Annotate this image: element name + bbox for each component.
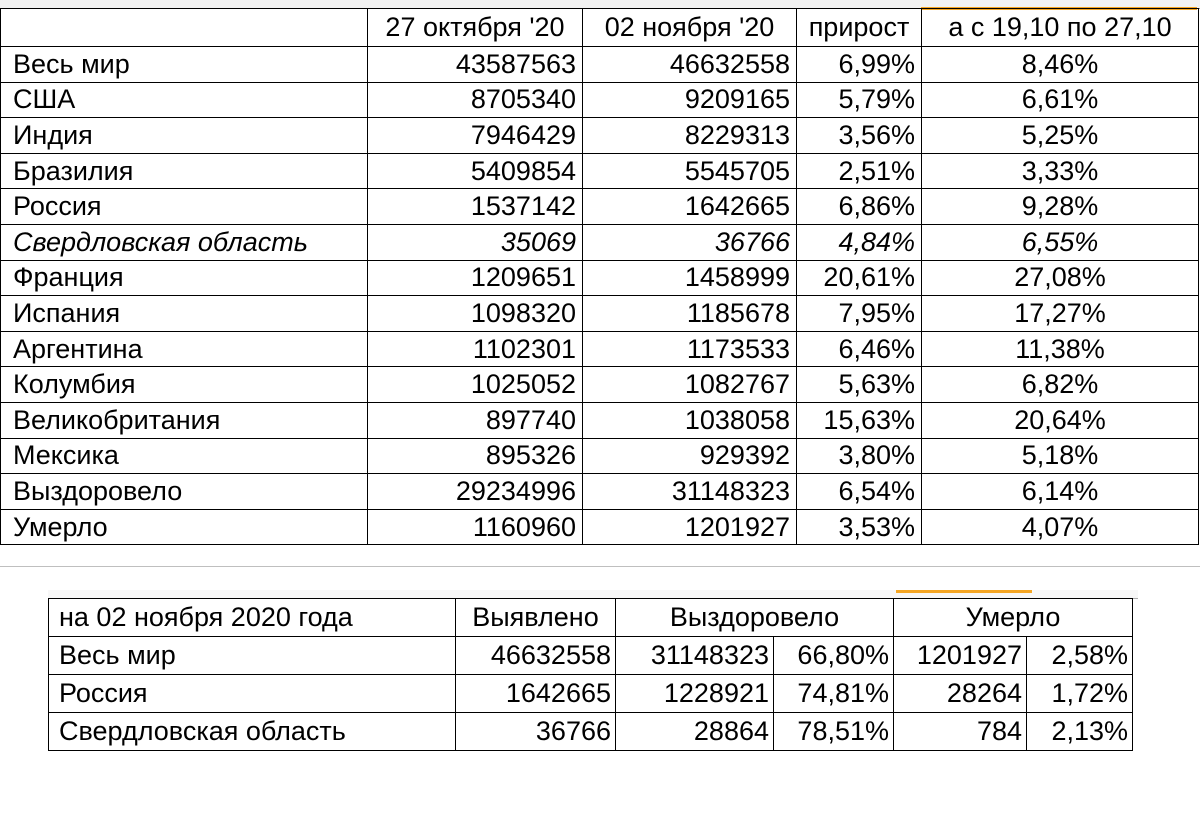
header-cell-nov02[interactable]: 02 ноября '20 (583, 9, 797, 47)
cell-nov02[interactable]: 1201927 (583, 509, 797, 545)
table-row (1, 296, 1199, 332)
table-row (49, 713, 1133, 751)
cell-detected[interactable]: 1642665 (456, 675, 616, 713)
selected-column-marker (896, 590, 1032, 593)
cell-name[interactable]: Весь мир (1, 47, 368, 83)
cell-died[interactable]: 1201927 (894, 637, 1027, 675)
table-row (49, 675, 1133, 713)
cell-growth[interactable]: 2,51% (797, 153, 922, 189)
cell-name[interactable]: Франция (1, 260, 368, 296)
cell-oct27[interactable]: 8705340 (368, 82, 583, 118)
header-cell-oct27[interactable]: 27 октября '20 (368, 9, 583, 47)
table-header-row (49, 599, 1133, 637)
cell-oct27[interactable]: 1098320 (368, 296, 583, 332)
cell-prev-period[interactable]: 6,61% (922, 82, 1199, 118)
cell-growth[interactable]: 6,46% (797, 331, 922, 367)
cell-name[interactable]: Бразилия (1, 153, 368, 189)
cell-growth[interactable]: 5,63% (797, 367, 922, 403)
cell-died-percent[interactable]: 2,13% (1027, 713, 1133, 751)
cell-nov02[interactable]: 36766 (583, 224, 797, 260)
cell-name[interactable]: Испания (1, 296, 368, 332)
spreadsheet-2 (48, 590, 1138, 746)
cell-name[interactable]: Мексика (1, 438, 368, 474)
cell-name[interactable]: Россия (49, 675, 456, 713)
cell-died-percent[interactable]: 1,72% (1027, 675, 1133, 713)
cell-oct27[interactable]: 29234996 (368, 474, 583, 510)
cell-recovered-percent[interactable]: 66,80% (774, 637, 894, 675)
cell-name[interactable]: Умерло (1, 509, 368, 545)
table-row (1, 474, 1199, 510)
cell-detected[interactable]: 36766 (456, 713, 616, 751)
cell-prev-period[interactable]: 6,14% (922, 474, 1199, 510)
cell-prev-period[interactable]: 5,25% (922, 118, 1199, 154)
cell-prev-period[interactable]: 3,33% (922, 153, 1199, 189)
cell-name[interactable]: Свердловская область (1, 224, 368, 260)
header-cell-died[interactable]: Умерло (894, 599, 1133, 637)
cell-recovered[interactable]: 28864 (616, 713, 774, 751)
cell-prev-period[interactable]: 5,18% (922, 438, 1199, 474)
cell-oct27[interactable]: 895326 (368, 438, 583, 474)
cell-growth[interactable]: 4,84% (797, 224, 922, 260)
cell-name[interactable]: Индия (1, 118, 368, 154)
cell-growth[interactable]: 3,56% (797, 118, 922, 154)
cell-prev-period[interactable]: 17,27% (922, 296, 1199, 332)
cell-growth[interactable]: 15,63% (797, 402, 922, 438)
table-header-row (1, 9, 1199, 47)
cell-nov02[interactable]: 31148323 (583, 474, 797, 510)
cell-prev-period[interactable]: 6,82% (922, 367, 1199, 403)
cell-growth[interactable]: 6,86% (797, 189, 922, 225)
cell-oct27[interactable]: 897740 (368, 402, 583, 438)
sheet-divider (0, 566, 1200, 567)
cell-recovered[interactable]: 1228921 (616, 675, 774, 713)
cell-growth[interactable]: 3,80% (797, 438, 922, 474)
cell-nov02[interactable]: 1458999 (583, 260, 797, 296)
cell-prev-period[interactable]: 6,55% (922, 224, 1199, 260)
cell-nov02[interactable]: 1038058 (583, 402, 797, 438)
table-row (1, 367, 1199, 403)
cell-prev-period[interactable]: 4,07% (922, 509, 1199, 545)
cell-nov02[interactable]: 1185678 (583, 296, 797, 332)
table-row (1, 260, 1199, 296)
header-cell-empty[interactable] (1, 9, 368, 47)
cell-growth[interactable]: 5,79% (797, 82, 922, 118)
cell-name[interactable]: Свердловская область (49, 713, 456, 751)
header-cell-prev-period[interactable]: а с 19,10 по 27,10 (922, 9, 1199, 47)
cell-name[interactable]: Выздоровело (1, 474, 368, 510)
cell-oct27[interactable]: 1102301 (368, 331, 583, 367)
cell-oct27[interactable]: 35069 (368, 224, 583, 260)
covid-summary-table (48, 598, 1133, 751)
table-row (1, 118, 1199, 154)
table-row (1, 331, 1199, 367)
cell-prev-period[interactable]: 11,38% (922, 331, 1199, 367)
cell-nov02[interactable]: 5545705 (583, 153, 797, 189)
cell-oct27[interactable]: 1209651 (368, 260, 583, 296)
cell-prev-period[interactable]: 9,28% (922, 189, 1199, 225)
header-cell-detected[interactable]: Выявлено (456, 599, 616, 637)
cell-oct27[interactable]: 1160960 (368, 509, 583, 545)
table-row (1, 82, 1199, 118)
covid-growth-table (0, 8, 1199, 545)
cell-prev-period[interactable]: 27,08% (922, 260, 1199, 296)
cell-name[interactable]: Россия (1, 189, 368, 225)
cell-name[interactable]: Весь мир (49, 637, 456, 675)
header-cell-growth[interactable]: прирост (797, 9, 922, 47)
cell-oct27[interactable]: 1537142 (368, 189, 583, 225)
cell-name[interactable]: Великобритания (1, 402, 368, 438)
cell-died-percent[interactable]: 2,58% (1027, 637, 1133, 675)
cell-growth[interactable]: 20,61% (797, 260, 922, 296)
cell-nov02[interactable]: 1082767 (583, 367, 797, 403)
cell-name[interactable]: США (1, 82, 368, 118)
cell-recovered-percent[interactable]: 78,51% (774, 713, 894, 751)
cell-name[interactable]: Аргентина (1, 331, 368, 367)
cell-oct27[interactable]: 7946429 (368, 118, 583, 154)
table-row (49, 637, 1133, 675)
header-cell-date[interactable]: на 02 ноября 2020 года (49, 599, 456, 637)
cell-nov02[interactable]: 46632558 (583, 47, 797, 83)
cell-nov02[interactable]: 929392 (583, 438, 797, 474)
table-row (1, 402, 1199, 438)
cell-oct27[interactable]: 1025052 (368, 367, 583, 403)
cell-oct27[interactable]: 43587563 (368, 47, 583, 83)
table-row (1, 47, 1199, 83)
cell-prev-period[interactable]: 20,64% (922, 402, 1199, 438)
table-row (1, 224, 1199, 260)
cell-nov02[interactable]: 1642665 (583, 189, 797, 225)
cell-recovered-percent[interactable]: 74,81% (774, 675, 894, 713)
cell-nov02[interactable]: 9209165 (583, 82, 797, 118)
cell-oct27[interactable]: 5409854 (368, 153, 583, 189)
cell-prev-period[interactable]: 8,46% (922, 47, 1199, 83)
cell-growth[interactable]: 6,54% (797, 474, 922, 510)
table-row (1, 153, 1199, 189)
cell-name[interactable]: Колумбия (1, 367, 368, 403)
cell-nov02[interactable]: 1173533 (583, 331, 797, 367)
table-row (1, 189, 1199, 225)
cell-nov02[interactable]: 8229313 (583, 118, 797, 154)
cell-recovered[interactable]: 31148323 (616, 637, 774, 675)
cell-died[interactable]: 784 (894, 713, 1027, 751)
table-row (1, 438, 1199, 474)
header-cell-recovered[interactable]: Выздоровело (616, 599, 894, 637)
table-row (1, 509, 1199, 545)
cell-growth[interactable]: 6,99% (797, 47, 922, 83)
cell-died[interactable]: 28264 (894, 675, 1027, 713)
cell-growth[interactable]: 3,53% (797, 509, 922, 545)
cell-detected[interactable]: 46632558 (456, 637, 616, 675)
cell-growth[interactable]: 7,95% (797, 296, 922, 332)
